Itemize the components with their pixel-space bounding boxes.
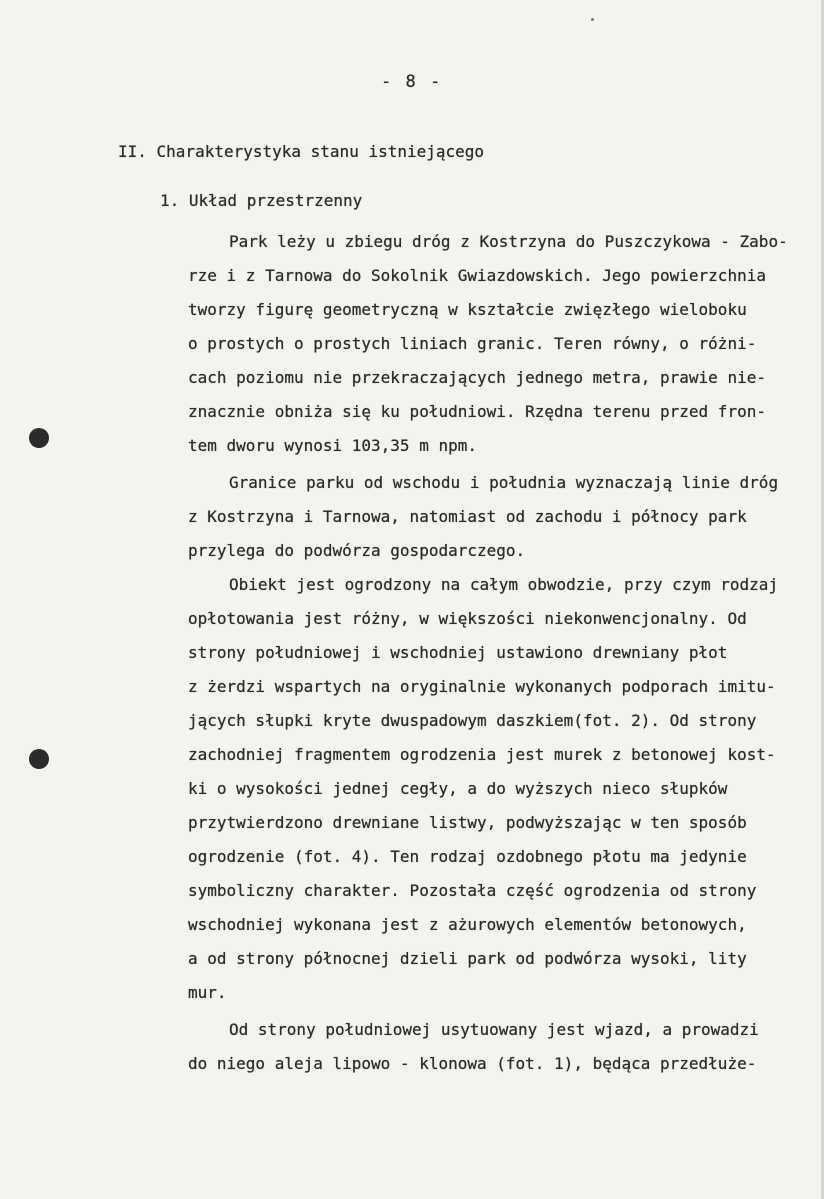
body-line: ki o wysokości jednej cegły, a do wyższych nieco słupków [188,779,728,798]
page-number: - 8 - [381,72,443,92]
body-line: wschodniej wykonana jest z ażurowych elementów betonowych, [188,915,747,934]
body-line: ogrodzenie (fot. 4). Ten rodzaj ozdobnego płotu ma jedynie [188,847,747,866]
body-line: zachodniej fragmentem ogrodzenia jest murek z betonowej kost- [188,745,776,764]
body-line: a od strony północnej dzieli park od podwórza wysoki, lity [188,949,747,968]
body-line: Obiekt jest ogrodzony na całym obwodzie, przy czym rodzaj [229,575,779,594]
body-line: tworzy figurę geometryczną w kształcie zwięzłego wieloboku [188,300,747,319]
binder-hole-bottom [29,749,49,769]
body-line: znacznie obniża się ku południowi. Rzędna terenu przed fron- [188,402,766,421]
body-line: strony południowej i wschodniej ustawiono drewniany płot [188,643,728,662]
body-line: przylega do podwórza gospodarczego. [188,541,526,560]
subsection-heading: 1. Układ przestrzenny [160,191,363,210]
body-line: do niego aleja lipowo - klonowa (fot. 1), będąca przedłuże- [188,1054,757,1073]
body-line: symboliczny charakter. Pozostała część ogrodzenia od strony [188,881,757,900]
body-line: o prostych o prostych liniach granic. Teren równy, o różni- [188,334,757,353]
body-line: Od strony południowej usytuowany jest wjazd, a prowadzi [229,1020,759,1039]
body-line: opłotowania jest różny, w większości niekonwencjonalny. Od [188,609,747,628]
body-line: jących słupki kryte dwuspadowym daszkiem(fot. 2). Od strony [188,711,757,730]
body-line: Park leży u zbiegu dróg z Kostrzyna do Puszczykowa - Zabo- [229,232,788,251]
body-line: z Kostrzyna i Tarnowa, natomiast od zachodu i północy park [188,507,747,526]
body-line: rze i z Tarnowa do Sokolnik Gwiazdowskich. Jego powierzchnia [188,266,766,285]
body-line: mur. [188,983,227,1002]
body-line: tem dworu wynosi 103,35 m npm. [188,436,477,455]
body-line: z żerdzi wspartych na oryginalnie wykonanych podporach imitu- [188,677,776,696]
paper-speck [591,18,594,21]
section-heading: II. Charakterystyka stanu istniejącego [118,142,485,161]
body-line: Granice parku od wschodu i południa wyznaczają linie dróg [229,473,779,492]
body-line: przytwierdzono drewniane listwy, podwyższając w ten sposób [188,813,747,832]
body-line: cach poziomu nie przekraczających jednego metra, prawie nie- [188,368,766,387]
binder-hole-top [29,428,49,448]
